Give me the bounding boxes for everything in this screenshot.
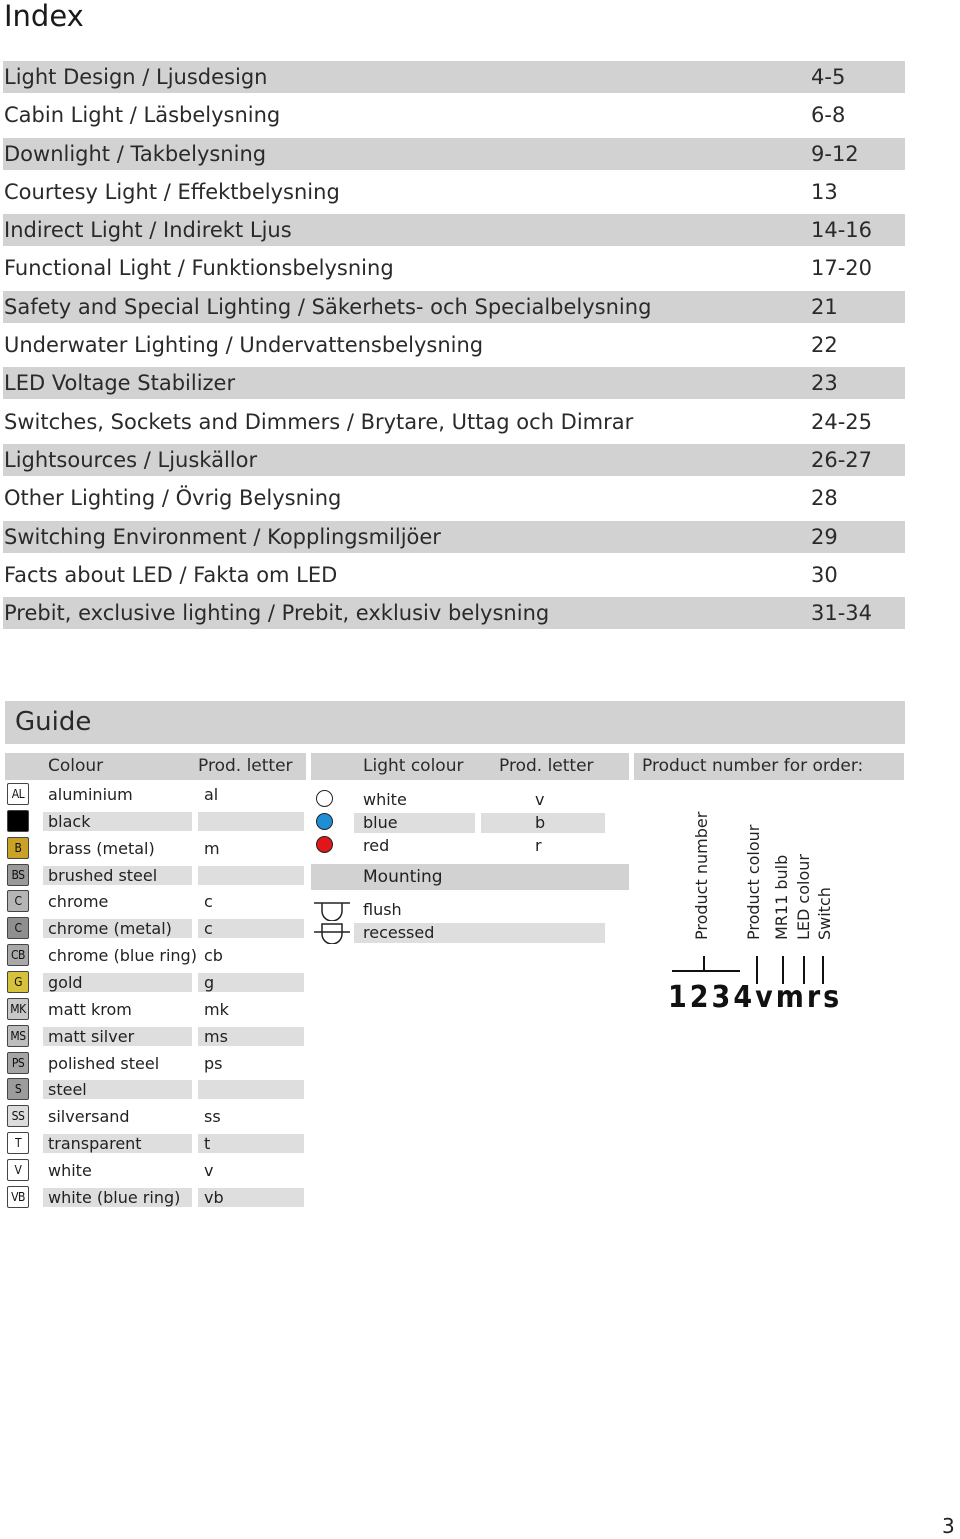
light-colour-name: white — [363, 790, 407, 809]
index-row — [3, 252, 905, 284]
colour-letter — [198, 866, 304, 885]
light-colour-row — [312, 812, 607, 834]
colour-swatch-icon: C — [7, 890, 29, 912]
order-example-number: 1234vmrs — [668, 980, 843, 1015]
index-label: Other Lighting / Övrig Belysning — [4, 486, 342, 511]
colour-row — [5, 998, 300, 1022]
light-colour-letter: b — [481, 813, 605, 833]
colour-row — [5, 1132, 300, 1156]
colour-swatch-icon — [7, 810, 29, 832]
colour-letter-header: Prod. letter — [198, 756, 293, 776]
guide-header — [5, 701, 905, 744]
light-colour-dot-icon — [316, 813, 333, 830]
colour-letter: t — [198, 1134, 304, 1153]
light-colour-dot-icon — [316, 836, 333, 853]
colour-name: brushed steel — [43, 866, 192, 885]
light-colour-letter: v — [535, 790, 545, 809]
colour-row — [5, 837, 300, 861]
index-row — [3, 329, 905, 361]
colour-name: white (blue ring) — [43, 1188, 192, 1207]
colour-letter — [198, 1080, 304, 1099]
index-label: Downlight / Takbelysning — [4, 141, 267, 166]
colour-swatch-icon: VB — [7, 1186, 29, 1208]
colour-swatch-icon: G — [7, 971, 29, 993]
index-pages: 13 — [811, 179, 838, 204]
index-pages: 9-12 — [811, 141, 859, 166]
light-colour-letter: r — [535, 836, 542, 856]
light-colour-header — [311, 753, 629, 780]
index-pages: 24-25 — [811, 409, 873, 434]
colour-row — [5, 917, 300, 941]
colour-letter: vb — [198, 1188, 304, 1207]
index-row — [3, 138, 905, 170]
colour-swatch-icon: S — [7, 1078, 29, 1100]
index-label: Prebit, exclusive lighting / Prebit, exklusiv belysning — [4, 601, 550, 626]
light-colour-name: blue — [354, 813, 475, 833]
index-row — [3, 176, 905, 208]
colour-row — [5, 1052, 300, 1076]
colour-row — [5, 890, 300, 914]
index-row — [3, 61, 905, 93]
page-title: Index — [4, 0, 84, 33]
index-pages: 26-27 — [811, 447, 873, 472]
index-row — [3, 559, 905, 591]
mounting-header-label: Mounting — [363, 867, 443, 887]
colour-row — [5, 810, 300, 834]
index-label: Indirect Light / Indirekt Ljus — [4, 218, 292, 243]
index-pages: 17-20 — [811, 256, 873, 281]
colour-letter: g — [198, 973, 304, 992]
colour-letter: m — [204, 838, 220, 858]
index-row — [3, 291, 905, 323]
colour-name: aluminium — [48, 785, 133, 804]
light-colour-dot-icon — [316, 790, 333, 807]
index-label: Switching Environment / Kopplingsmiljöer — [4, 524, 441, 549]
index-label: Facts about LED / Fakta om LED — [4, 562, 338, 587]
index-pages: 31-34 — [811, 601, 873, 626]
index-label: LED Voltage Stabilizer — [4, 371, 236, 396]
colour-name: matt krom — [48, 999, 132, 1019]
index-label: Switches, Sockets and Dimmers / Brytare, Uttag och Dimrar — [4, 409, 634, 434]
index-pages: 23 — [811, 371, 838, 396]
index-pages: 22 — [811, 333, 838, 358]
colour-name: steel — [43, 1080, 192, 1099]
index-pages: 4-5 — [811, 65, 846, 89]
mounting-row-recessed — [312, 922, 607, 944]
colour-row — [5, 1025, 300, 1049]
colour-name: white — [48, 1160, 92, 1180]
index-label: Cabin Light / Läsbelysning — [4, 103, 281, 128]
colour-name: polished steel — [48, 1053, 160, 1073]
colour-row — [5, 971, 300, 995]
colour-name: gold — [43, 973, 192, 992]
light-colour-row — [312, 789, 607, 811]
colour-swatch-icon: AL — [7, 783, 29, 805]
colour-swatch-icon: MK — [7, 998, 29, 1020]
index-row — [3, 597, 905, 629]
light-colour-row — [312, 835, 607, 857]
index-pages: 6-8 — [811, 103, 846, 128]
colour-letter: mk — [204, 999, 229, 1019]
colour-swatch-icon: CB — [7, 944, 29, 966]
colour-name: transparent — [43, 1134, 192, 1153]
page-number: 3 — [942, 1514, 955, 1538]
order-label-product-colour: Product colour — [744, 824, 763, 940]
light-colour-name: red — [363, 836, 390, 856]
index-pages: 30 — [811, 562, 838, 587]
mounting-header — [311, 864, 629, 890]
index-label: Lightsources / Ljuskällor — [4, 447, 258, 472]
colour-name: brass (metal) — [48, 838, 155, 858]
index-label: Safety and Special Lighting / Säkerhets- och Specialbelysning — [4, 294, 652, 319]
index-row — [3, 521, 905, 553]
index-row — [3, 367, 905, 399]
colour-letter: ms — [198, 1027, 304, 1046]
flush-mount-icon — [312, 897, 352, 921]
colour-letter — [198, 812, 304, 831]
colour-row — [5, 864, 300, 888]
index-label: Light Design / Ljusdesign — [4, 65, 268, 89]
index-row — [3, 99, 905, 131]
index-row — [3, 406, 905, 438]
colour-swatch-icon: SS — [7, 1105, 29, 1127]
colour-name: matt silver — [43, 1027, 192, 1046]
colour-name: chrome (metal) — [43, 919, 192, 938]
order-label-mr11-bulb: MR11 bulb — [772, 854, 791, 940]
index-row — [3, 482, 905, 514]
order-label-led-colour: LED colour — [794, 854, 813, 940]
colour-swatch-icon: V — [7, 1159, 29, 1181]
mounting-row-flush — [312, 899, 607, 921]
colour-row — [5, 1078, 300, 1102]
index-label: Courtesy Light / Effektbelysning — [4, 179, 340, 204]
colour-swatch-icon: BS — [7, 864, 29, 886]
index-pages: 28 — [811, 486, 838, 511]
guide-title: Guide — [15, 707, 92, 737]
order-label-switch: Switch — [815, 887, 834, 940]
colour-row — [5, 1186, 300, 1210]
colour-row — [5, 783, 300, 807]
colour-name: silversand — [48, 1107, 130, 1127]
colour-name: black — [43, 812, 192, 831]
colour-swatch-icon: PS — [7, 1052, 29, 1074]
index-label: Underwater Lighting / Undervattensbelysning — [4, 333, 484, 358]
colour-letter: ps — [204, 1053, 223, 1073]
index-pages: 29 — [811, 524, 838, 549]
index-pages: 21 — [811, 294, 838, 319]
recessed-mount-icon — [312, 920, 352, 944]
light-letter-header: Prod. letter — [499, 756, 594, 776]
colour-letter: ss — [204, 1107, 221, 1127]
index-row — [3, 214, 905, 246]
colour-swatch-icon: MS — [7, 1025, 29, 1047]
colour-header — [5, 753, 306, 780]
colour-name: chrome — [48, 892, 109, 912]
order-header — [634, 753, 904, 780]
index-row — [3, 444, 905, 476]
colour-name: chrome (blue ring) — [48, 946, 197, 966]
index-pages: 14-16 — [811, 218, 873, 243]
mounting-name: flush — [363, 900, 402, 919]
colour-swatch-icon: C — [7, 917, 29, 939]
index-list — [3, 61, 905, 635]
colour-letter: al — [204, 785, 219, 804]
colour-header-label: Colour — [48, 756, 104, 776]
order-header-label: Product number for order: — [642, 756, 864, 776]
colour-letter: c — [204, 892, 213, 912]
colour-letter: v — [204, 1160, 214, 1180]
index-label: Functional Light / Funktionsbelysning — [4, 256, 394, 281]
mounting-name: recessed — [354, 923, 605, 943]
colour-letter: c — [198, 919, 304, 938]
colour-row — [5, 1105, 300, 1129]
colour-letter: cb — [204, 946, 223, 966]
colour-swatch-icon: T — [7, 1132, 29, 1154]
colour-row — [5, 1159, 300, 1183]
colour-row — [5, 944, 300, 968]
light-colour-header-label: Light colour — [363, 756, 464, 776]
colour-swatch-icon: B — [7, 837, 29, 859]
order-label-product-number: Product number — [692, 811, 711, 940]
